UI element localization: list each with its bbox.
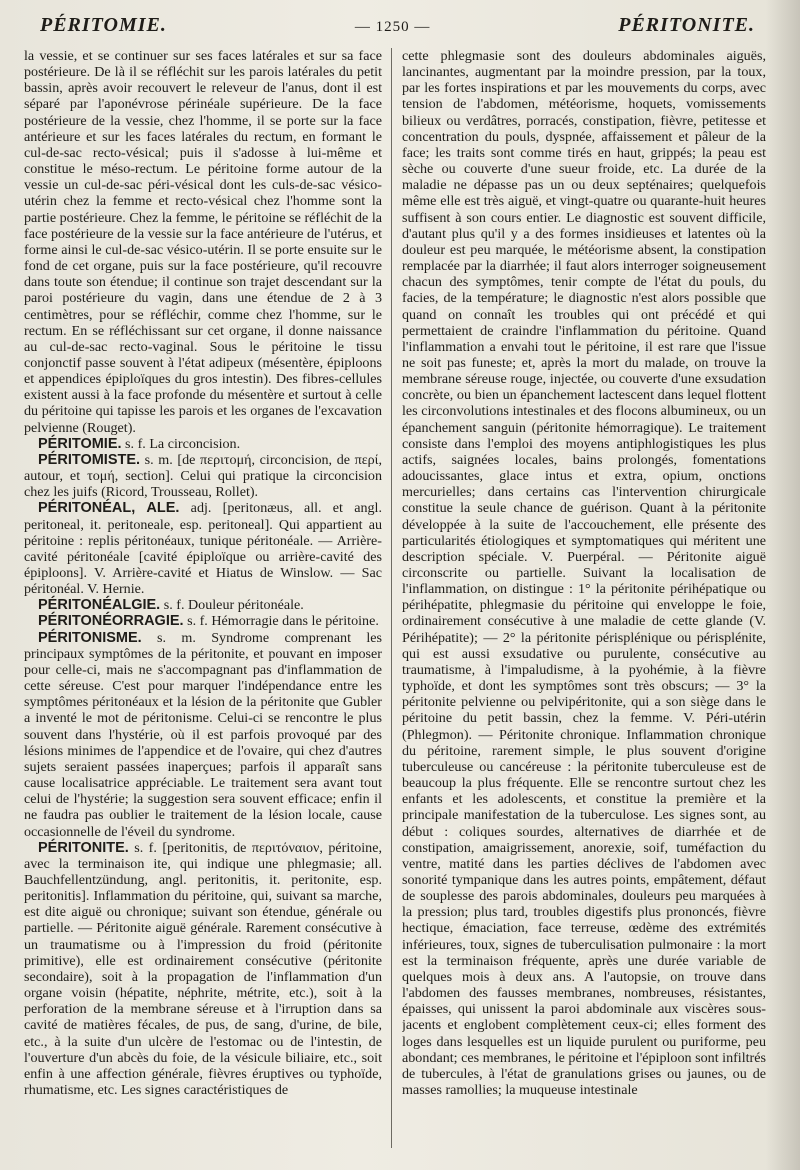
column-divider — [391, 48, 392, 1148]
entry-peritoneal — [24, 500, 382, 597]
page-number: — 1250 — — [354, 19, 431, 35]
continued-paragraph: cette phlegmasie sont des douleurs abdominales aiguës, lancinantes, augmentant par la moindre pression, par la toux, par les fortes inspirations et par les mouvements du corps, avec tension de l'abdomen, météorisme, hoquets, vomissements bilieux ou verdâtres, porracés, constipation, fièvre, petitesse et concentration du pouls, dyspnée, affaissement et pâleur de la face; les traits sont comme tirés en haut, grippés; la peau est sèche ou couverte d'une sueur froide, etc. La durée de la maladie ne dépasse pas un ou deux septénaires; quelquefois même elle est très aiguë, et vingt-quatre ou quarante-huit heures suffisent à son cours entier. Le diagnostic est souvent difficile, d'autant plus qu'il y a des formes insidieuses et latentes où la douleur est peu marquée, le météorisme absent, la constipation remplacée par la diarrhée; il faut alors interroger soigneusement chacun des symptômes, tenir compte de l'état du pouls, du facies, de la température; le diagnostic n'est alors possible que quand on connaît les troubles qui ont précédé et qui permettaient de craindre l'inflammation du péritoine. Quand l'inflammation a envahi tout le péritoine, il est rare que l'issue ne soit pas funeste; et, après la mort du malade, on trouve la membrane séreuse rouge, injectée, ou couverte d'une exsudation concrète, ou bien un épanchement lactescent dans lequel flottent les circonvolutions intestinales et des flocons albumineux, ou un épanchement sanguin (péritonite hémorragique). Le traitement consiste dans l'emploi des moyens antiphlogistiques les plus actifs, saignées locales, bains prolongés, fomentations adoucissantes, glace intus et extra, opium, onctions mercurielles; dans certains cas l'intervention chirurgicale constitue la seule chance de guérison. Quant à la péritonite développée à la suite de l'accouchement, elle présente des particularités étiologiques et symptomatiques qui méritent une description spéciale. V. Puerpéral. — Péritonite aiguë circonscrite ou partielle. Suivant la localisation de l'inflammation, on distingue : 1° la péritonite périhépatique ou périhépatite, phlegmasie du péritoine qui enveloppe le foie, ordinairement consécutive à une maladie de cette glande (V. Périhépatite); — 2° la péritonite périsplénique ou périsplénite, qui est aussi exsudative ou purulente, consécutive au traumatisme, à l'impaludisme, à la pyohémie, à la fièvre typhoïde, et dont les symptômes sont très obscurs; — 3° la péritonite pelvienne ou pelvipéritonite, qui a son siège dans le péritoine du petit bassin, chez la femme. V. Péri-utérin (Phlegmon). — Péritonite chronique. Inflammation chronique du péritoine, rarement simple, le plus souvent d'origine tuberculeuse ou cancéreuse : la péritonite tuberculeuse est de beaucoup la plus fréquente. Elle se rencontre surtout chez les enfants et les adolescents, et constitue la première et la principale manifestation de la tuberculose. Les signes sont, au début : coliques sourdes, alternatives de diarrhée et de constipation, amaigrissement, anorexie, soif, tuméfaction du ventre, matité dans les parties déclives de l'abdomen avec sonorité tympanique dans les autres points, empâtement, défaut de souplesse des parois abdominales, douleurs peu marquées à la pression; plus tard, troubles digestifs plus prononcés, fièvre hectique, émaciation, face terreuse, œdème des extrémités inférieures, toux, signes de tuberculisation pulmonaire : la mort est la terminaison fréquente, après une durée variable de quelques mois à deux ans. A l'autopsie, on trouve dans l'abdomen des fausses membranes, nombreuses, résistantes, épaisses, qui unissent la paroi abdominale aux viscères sous-jacents et englobent complètement ceux-ci; elles forment des loges dans lesquelles est un liquide purulent ou puriforme, peu abondant; ces membranes, le péritoine et l'épiploon sont infiltrés de tubercules, à l'état de granulations grises ou jaunes, ou de masses ramollies; la muqueuse intestinale — [402, 48, 766, 1098]
definition: adj. [peritonæus, all. et angl. peritoneal, it. peritoneale, esp. peritoneal]. Qui appartient au péritoine : replis péritonéaux, tunique péritonéale. — Arrière-cavité péritonéale [cavité épiploïque ou arrière-cavité des épiploons]. V. Arrière-cavité et Hiatus de Winslow. — Sac péritonéal. V. Hernie. — [24, 500, 382, 598]
left-column — [24, 48, 382, 1156]
running-head-left: PÉRITOMIE. — [40, 14, 167, 36]
entry-peritonisme — [24, 630, 382, 840]
entry-peritomie — [24, 436, 382, 452]
entry-peritonealgie — [24, 597, 382, 613]
entry-peritonite — [24, 840, 382, 1099]
definition: s. m. [de περιτομή, circoncision, de περί, autour, et τομή, section]. Celui qui pratique la circoncision chez les juifs (Ricord, Trousseau, Rollet). — [24, 451, 382, 501]
entry-peritoneorragie — [24, 613, 382, 629]
headword: PÉRITONISME. — [38, 629, 142, 646]
headword: PÉRITONITE. — [38, 839, 129, 856]
headword: PÉRITOMISTE. — [38, 451, 141, 468]
entry-peritomiste — [24, 452, 382, 500]
headword: PÉRITONÉORRAGIE. — [38, 613, 184, 630]
right-column — [402, 48, 766, 1156]
definition: s. f. Hémorragie dans le péritoine. — [183, 613, 379, 630]
definition: s. f. [peritonitis, de περιτόναιον, péritoine, avec la terminaison ite, qui indique une phlegmasie; all. Bauchfellentzündung, angl. peritonitis, it. peritonite, esp. peritonitis]. Inflammation du péritoine, qui, suivant sa marche, est dite aiguë ou chronique; suivant son étendue, générale ou partielle. — Péritonite aiguë générale. Rarement consécutive à un traumatisme ou à l'impression du froid (péritonite primitive), elle est ordinairement consécutive (péritonite secondaire), soit à la propagation de l'inflammation d'un organe voisin (hépatite, néphrite, métrite, etc.), soit à la perforation de la membrane séreuse et à l'irruption dans sa cavité de matières fécales, de pus, de sang, d'urine, de bile, etc., à la suite d'un ulcère de l'estomac ou de l'intestin, de l'ouverture d'un abcès du foie, de la vésicule biliaire, etc., soit enfin à une affection générale, fièvres éruptives ou typhoïde, rhumatisme, etc. Les signes caractéristiques de — [24, 839, 382, 1098]
running-head-right: PÉRITONITE. — [618, 14, 755, 36]
definition: s. m. Syndrome comprenant les principaux symptômes de la péritonite, et pouvant en imposer pour celle-ci, mais ne s'accompagnant pas d'inflammation de cette séreuse. C'est pour marquer l'indépendance entre les symptômes péritonéaux et la lésion de la péritonite que Gubler a inventé le mot de péritonisme. Celui-ci se rencontre le plus souvent dans l'hystérie, où il est parfois provoqué par des lésions minimes de l'appendice et de l'ovaire, qui chez d'autres sujets seraient passées inaperçues; parfois il apparaît sans cause localisatrice appréciable. Le traitement sera avant tout celui de l'hystérie; la suggestion sera souvent efficace; enfin il ne faudra pas oublier le traitement de la lésion locale, cause occasionnelle de l'éveil du syndrome. — [24, 629, 382, 840]
headword: PÉRITONÉAL, ALE. — [38, 500, 180, 517]
headword: PÉRITONÉALGIE. — [38, 597, 161, 614]
page-edge-shadow — [766, 0, 800, 1170]
continued-paragraph: la vessie, et se continuer sur ses faces latérales et sur sa face postérieure. De là il se réfléchit sur les parois latérales du petit bassin, après avoir recouvert le releveur de l'anus, dont il est séparé par l'aponévrose périnéale supérieure. De la face postérieure de la vessie, chez l'homme, il se porte sur la face antérieure et sur les faces latérales du rectum, en formant le cul-de-sac recto-vésical; puis il s'adosse à lui-même et constitue le méso-rectum. Le péritoine forme autour de la vessie un cul-de-sac péri-vésical dont les culs-de-sac vésico-utérin chez la femme et recto-vésical chez l'homme sont la partie postérieure. Chez la femme, le péritoine se réfléchit de la face postérieure de la vessie sur la face antérieure de l'utérus, et forme ainsi le cul-de-sac vésico-utérin. Il se porte ensuite sur le fond de cet organe, puis sur la face postérieure, qu'il recouvre dans toute son étendue; il continue son trajet descendant sur la paroi postérieure du vagin, dans une étendue de 2 à 3 centimètres, pour se réfléchir, comme chez l'homme, sur le rectum. En se réfléchissant sur cet organe, il donne naissance au cul-de-sac recto-vaginal. Sous le péritoine le tissu conjonctif passe souvent à l'état adipeux (mésentère, épiploons et appendices épiploïques du gros intestin). Des fibres-cellules existent aussi à la face profonde du mésentère et surtout à celle du péritoine qui tapisse les parois et les organes de l'excavation pelvienne (Rouget). — [24, 48, 382, 436]
headword: PÉRITOMIE. — [38, 435, 122, 452]
definition: s. f. La circoncision. — [121, 435, 241, 452]
definition: s. f. Douleur péritonéale. — [160, 597, 304, 614]
page-header — [40, 14, 755, 42]
